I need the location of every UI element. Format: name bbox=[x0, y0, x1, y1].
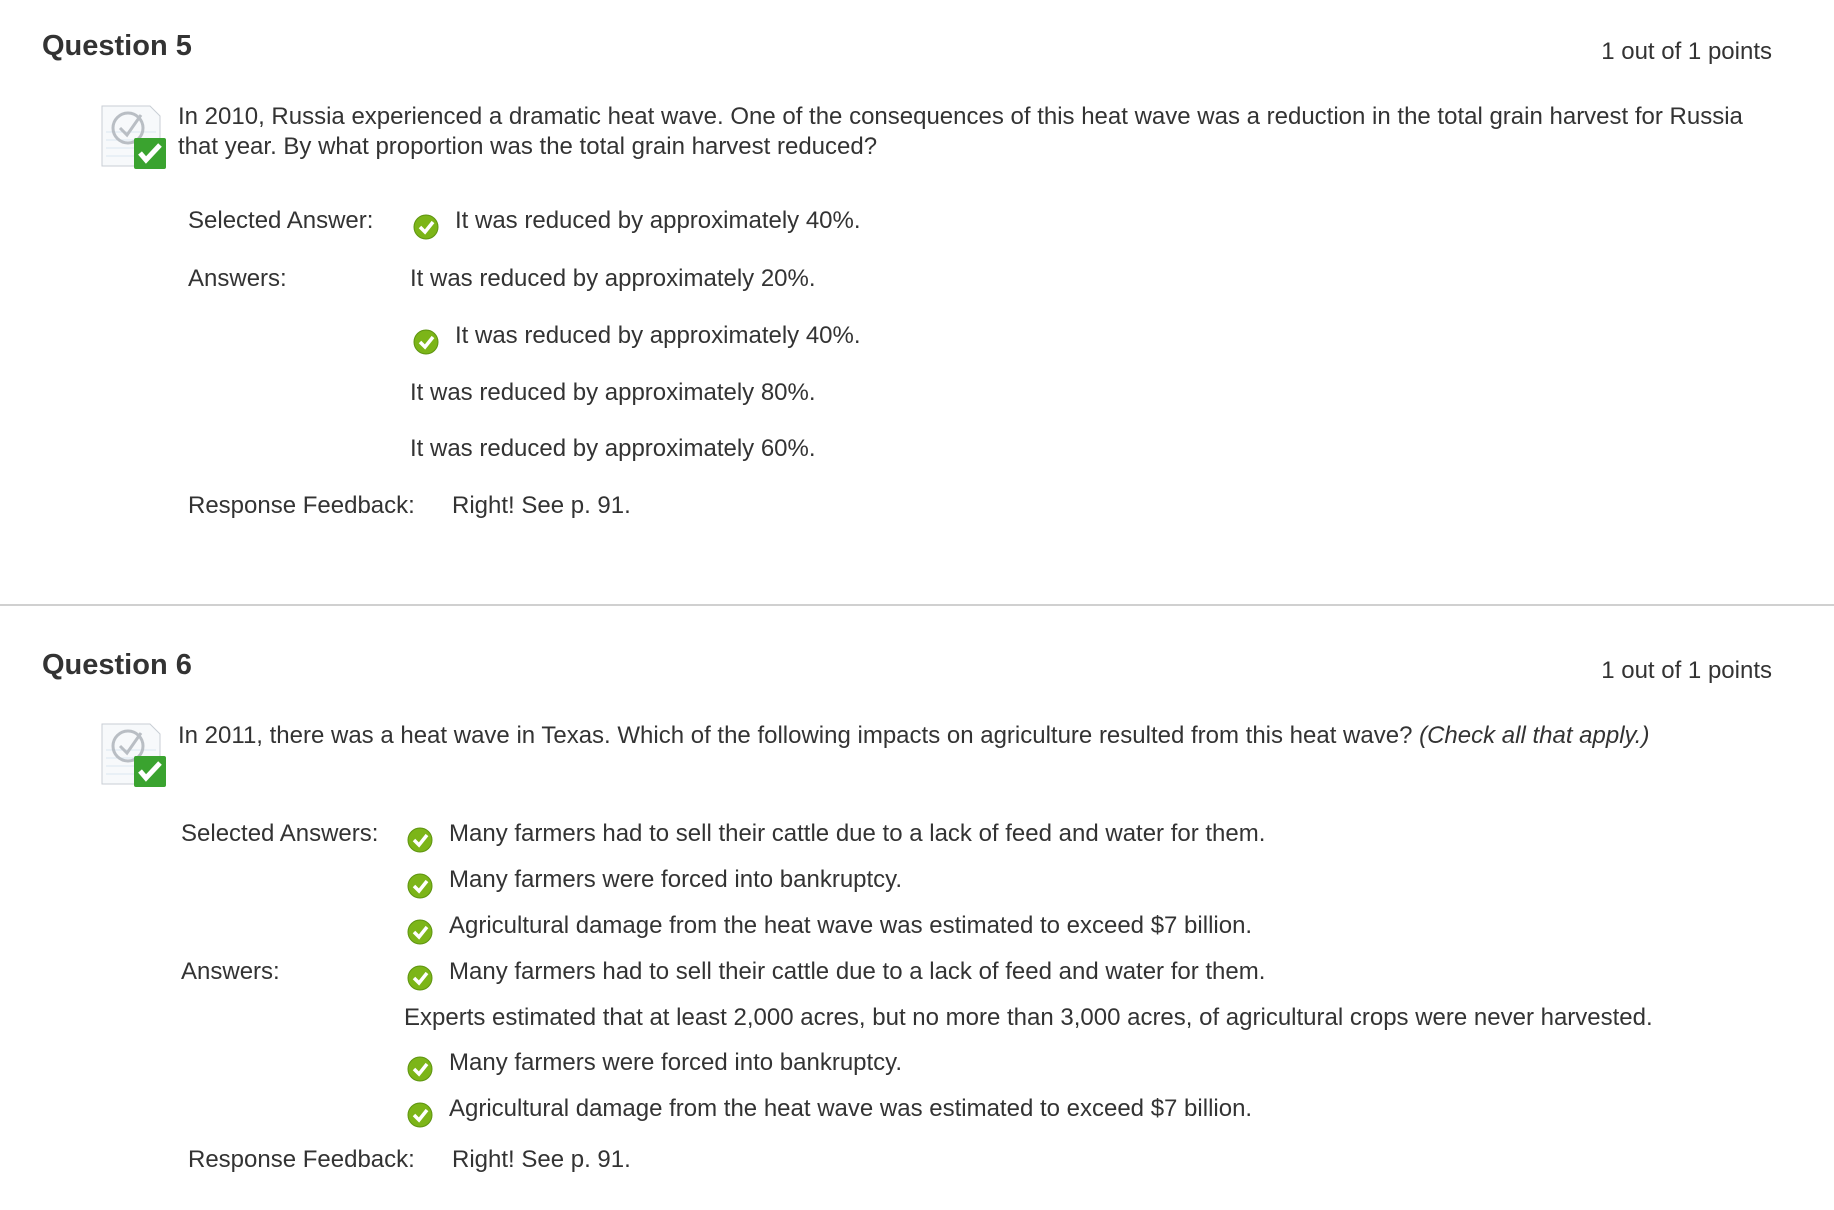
selected-item: Many farmers had to sell their cattle due to a lack of feed and water for them. bbox=[449, 820, 1266, 847]
answers-item: Many farmers had to sell their cattle due to a lack of feed and water for them. bbox=[449, 958, 1266, 985]
selected-answer-label: Selected Answer: bbox=[188, 207, 374, 234]
correct-check-icon bbox=[406, 826, 434, 854]
answers-item: It was reduced by approximately 60%. bbox=[410, 435, 816, 462]
question-text: In 2010, Russia experienced a dramatic heat wave. One of the consequences of this heat wave was a reduction in the total grain harvest for Russia that year. By what proportion was the total grain harvest reduced? bbox=[178, 103, 1743, 160]
correct-check-icon bbox=[412, 328, 440, 356]
correct-check-icon bbox=[406, 964, 434, 992]
response-feedback: Right! See p. 91. bbox=[452, 1146, 631, 1173]
correct-check-icon bbox=[406, 1101, 434, 1129]
answers-item: It was reduced by approximately 40%. bbox=[455, 322, 861, 349]
question-points: 1 out of 1 points bbox=[1601, 38, 1772, 65]
selected-item: Agricultural damage from the heat wave was estimated to exceed $7 billion. bbox=[449, 912, 1253, 939]
question-text bbox=[178, 721, 1718, 751]
selected-item: Many farmers were forced into bankruptcy. bbox=[449, 866, 903, 893]
question-correct-icon bbox=[100, 102, 168, 170]
question-title: Question 6 bbox=[42, 649, 192, 681]
selected-item: It was reduced by approximately 40%. bbox=[455, 207, 861, 234]
correct-check-icon bbox=[406, 918, 434, 946]
selected-answers-label: Selected Answers: bbox=[181, 820, 379, 847]
response-feedback: Right! See p. 91. bbox=[452, 492, 631, 519]
answers-item: Many farmers were forced into bankruptcy. bbox=[449, 1049, 903, 1076]
answers-item: Experts estimated that at least 2,000 acres, but no more than 3,000 acres, of agricultural crops were never harvested. bbox=[404, 1004, 1653, 1031]
question-instruction: (Check all that apply.) bbox=[1419, 722, 1650, 749]
correct-check-icon bbox=[406, 1055, 434, 1083]
response-feedback-label: Response Feedback: bbox=[188, 492, 415, 519]
question-points: 1 out of 1 points bbox=[1601, 657, 1772, 684]
divider bbox=[0, 604, 1834, 606]
question-title: Question 5 bbox=[42, 30, 192, 62]
answers-label: Answers: bbox=[181, 958, 280, 985]
answers-item: It was reduced by approximately 80%. bbox=[410, 379, 816, 406]
response-feedback-label: Response Feedback: bbox=[188, 1146, 415, 1173]
correct-check-icon bbox=[412, 213, 440, 241]
answers-label: Answers: bbox=[188, 265, 287, 292]
answers-item: Agricultural damage from the heat wave was estimated to exceed $7 billion. bbox=[449, 1095, 1253, 1122]
question-text-main: In 2011, there was a heat wave in Texas. Which of the following impacts on agriculture resulted from this heat wave? bbox=[178, 722, 1413, 749]
correct-check-icon bbox=[406, 872, 434, 900]
question-correct-icon bbox=[100, 720, 168, 788]
answers-item: It was reduced by approximately 20%. bbox=[410, 265, 816, 292]
